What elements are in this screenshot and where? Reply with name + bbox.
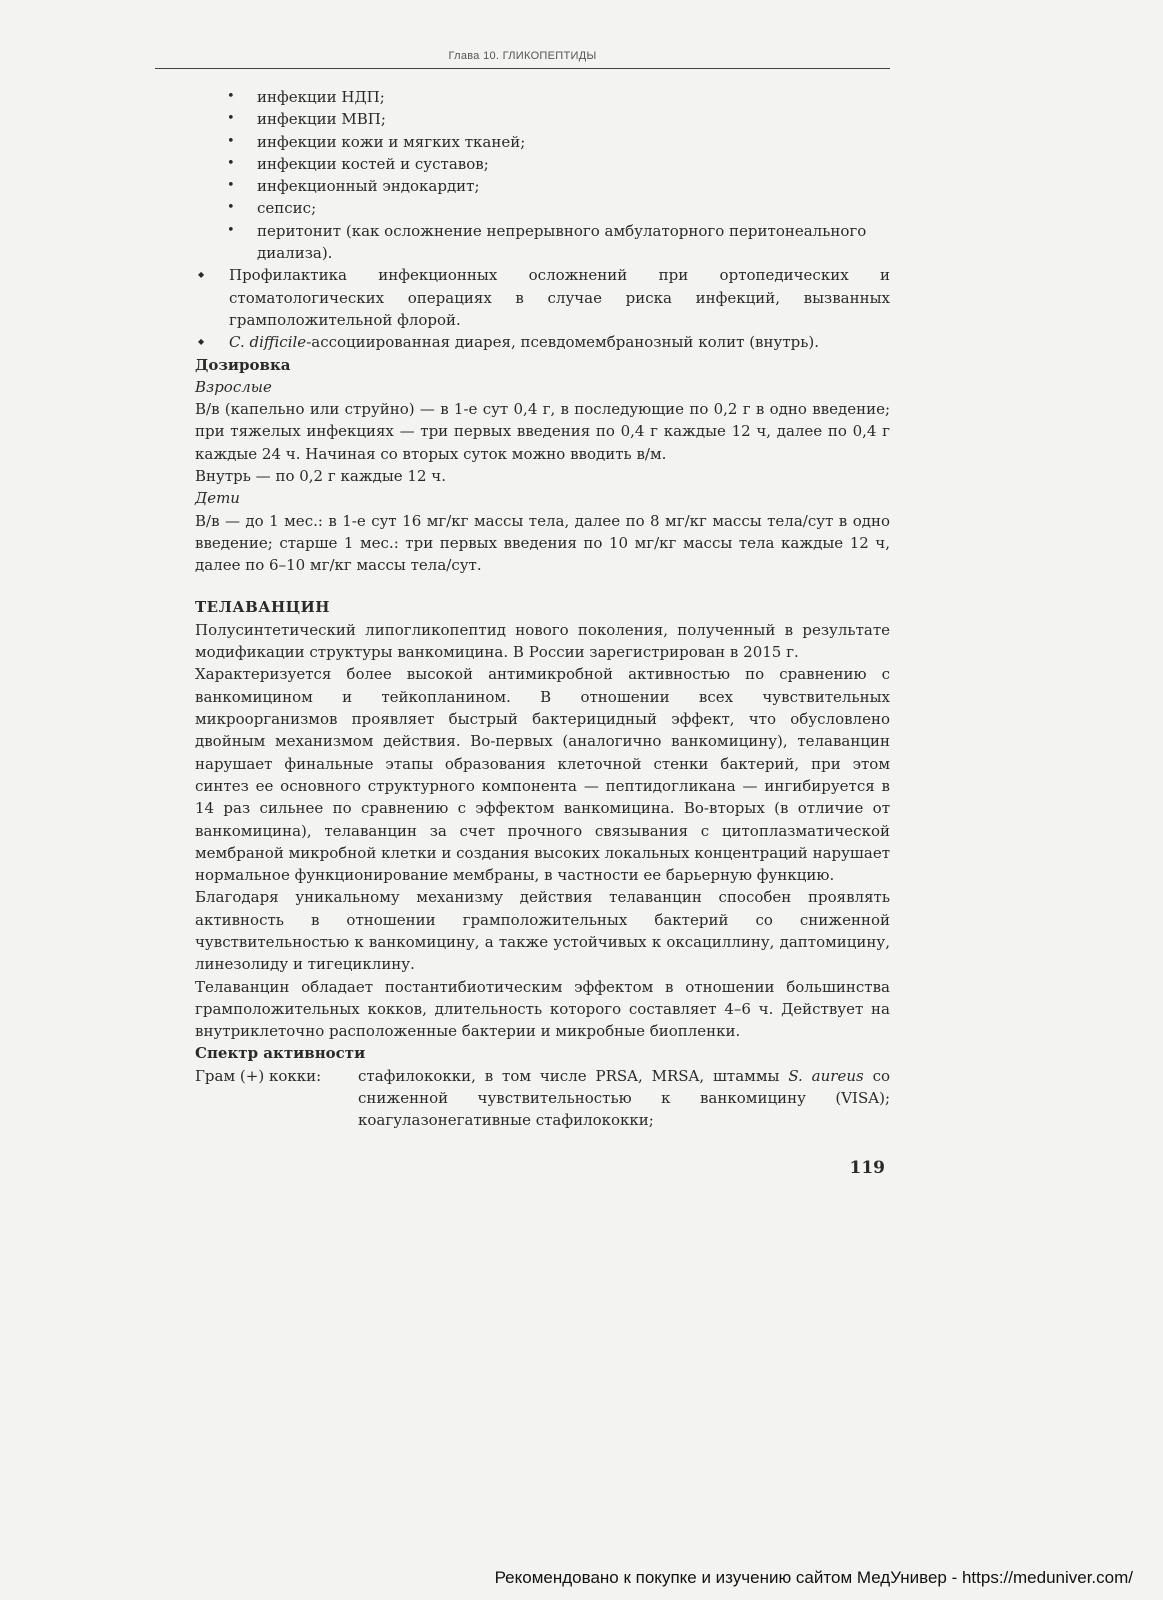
adults-oral-paragraph: Внутрь — по 0,2 г каждые 12 ч. <box>195 467 446 486</box>
spectrum-value-text: стафилококки, в том числе PRSA, MRSA, штаммы <box>358 1066 789 1085</box>
adults-iv-paragraph: В/в (капельно или струйно) — в 1-е сут 0,4 г, в последующие по 0,2 г в одно введение; при тяжелых инфекциях — три первых введения по 0,4 г каждые 12 ч, далее по 0,4 г каждые 24 ч. Начиная со вторых суток можно вводить в/м. <box>195 400 890 463</box>
list-item <box>229 331 890 353</box>
spectrum-row <box>195 1065 890 1132</box>
list-item-text: Профилактика инфекционных осложнений при ортопедических и стоматологических операциях в случае риска инфекций, вызванных грамположительной флорой. <box>229 266 890 329</box>
paragraph: Телаванцин обладает постантибиотическим эффектом в отношении большинства грамположительных кокков, длительность которого составляет 4–6 ч. Действует на внутриклеточно расположенные бактерии и микробные биопленки. <box>195 977 890 1041</box>
list-item: • сепсис; <box>257 197 890 219</box>
footer-note: Рекомендовано к покупке и изучению сайтом МедУнивер - https://meduniver.com/ <box>494 1568 1133 1587</box>
spectrum-label: Грам (+) кокки: <box>195 1066 322 1085</box>
list-item: • инфекции костей и суставов; <box>257 153 890 175</box>
indication-list <box>195 264 890 353</box>
list-item: • инфекционный эндокардит; <box>257 175 890 197</box>
running-head: Глава 10. ГЛИКОПЕПТИДЫ <box>448 50 597 62</box>
paragraph: Полусинтетический липогликопептид нового поколения, полученный в результате модификации структуры ванкомицина. В России зарегистрирован в 2015 г. <box>195 620 890 662</box>
indication-sublist <box>195 86 890 264</box>
spectrum-value-italic: S. aureus <box>788 1066 864 1085</box>
section-title: ТЕЛАВАНЦИН <box>195 597 330 616</box>
list-item-text: -ассоциированная диарея, псевдомембранозный колит (внутрь). <box>306 333 820 352</box>
dosing-heading: Дозировка <box>195 355 291 374</box>
children-iv-paragraph: В/в — до 1 мес.: в 1-е сут 16 мг/кг массы тела, далее по 8 мг/кг массы тела/сут в одно введение; старше 1 мес.: три первых введения по 10 мг/кг массы тела каждые 12 ч, далее по 6–10 мг/кг массы тела/сут. <box>195 511 890 575</box>
paragraph: Характеризуется более высокой антимикробной активностью по сравнению с ванкомицином и тейкопланином. В отношении всех чувствительных микроорганизмов проявляет быстрый бактерицидный эффект, что обусловлено двойным механизмом действия. Во-первых (аналогично ванкомицину), телаванцин нарушает финальные этапы образования клеточной стенки бактерий, при этом синтез ее основного структурного компонента — пептидогликана — ингибируется в 14 раз сильнее по сравнению с эффектом ванкомицина. Во-вторых (в отличие от ванкомицина), телаванцин за счет прочного связывания с цитоплазматической мембраной микробной клетки и создания высоких локальных концентраций нарушает нормальное функционирование мембраны, в частности ее барьерную функцию. <box>195 665 890 885</box>
list-item <box>229 264 890 331</box>
list-item: • перитонит (как осложнение непрерывного амбулаторного перитонеального диализа). <box>257 220 890 265</box>
list-item: • инфекции НДП; <box>257 86 890 108</box>
spectrum-value-text: со сниженной чувствительностью к ванкомицину (VISA); коагулазонегативные стафилококки; <box>358 1066 890 1130</box>
spectrum-value <box>358 1065 890 1132</box>
adults-subheading: Взрослые <box>195 377 272 396</box>
children-subheading: Дети <box>195 489 240 508</box>
body-text <box>195 86 890 1132</box>
page-number: 119 <box>849 1158 885 1178</box>
header-rule <box>155 68 890 69</box>
list-item: • инфекции кожи и мягких тканей; <box>257 131 890 153</box>
list-item: • инфекции МВП; <box>257 108 890 130</box>
paragraph: Благодаря уникальному механизму действия телаванцин способен проявлять активность в отношении грамположительных бактерий со сниженной чувствительностью к ванкомицину, а также устойчивых к оксациллину, даптомицину, линезолиду и тигециклину. <box>195 888 890 974</box>
list-item-italic: C. difficile <box>229 333 307 352</box>
spectrum-heading: Спектр активности <box>195 1044 366 1063</box>
